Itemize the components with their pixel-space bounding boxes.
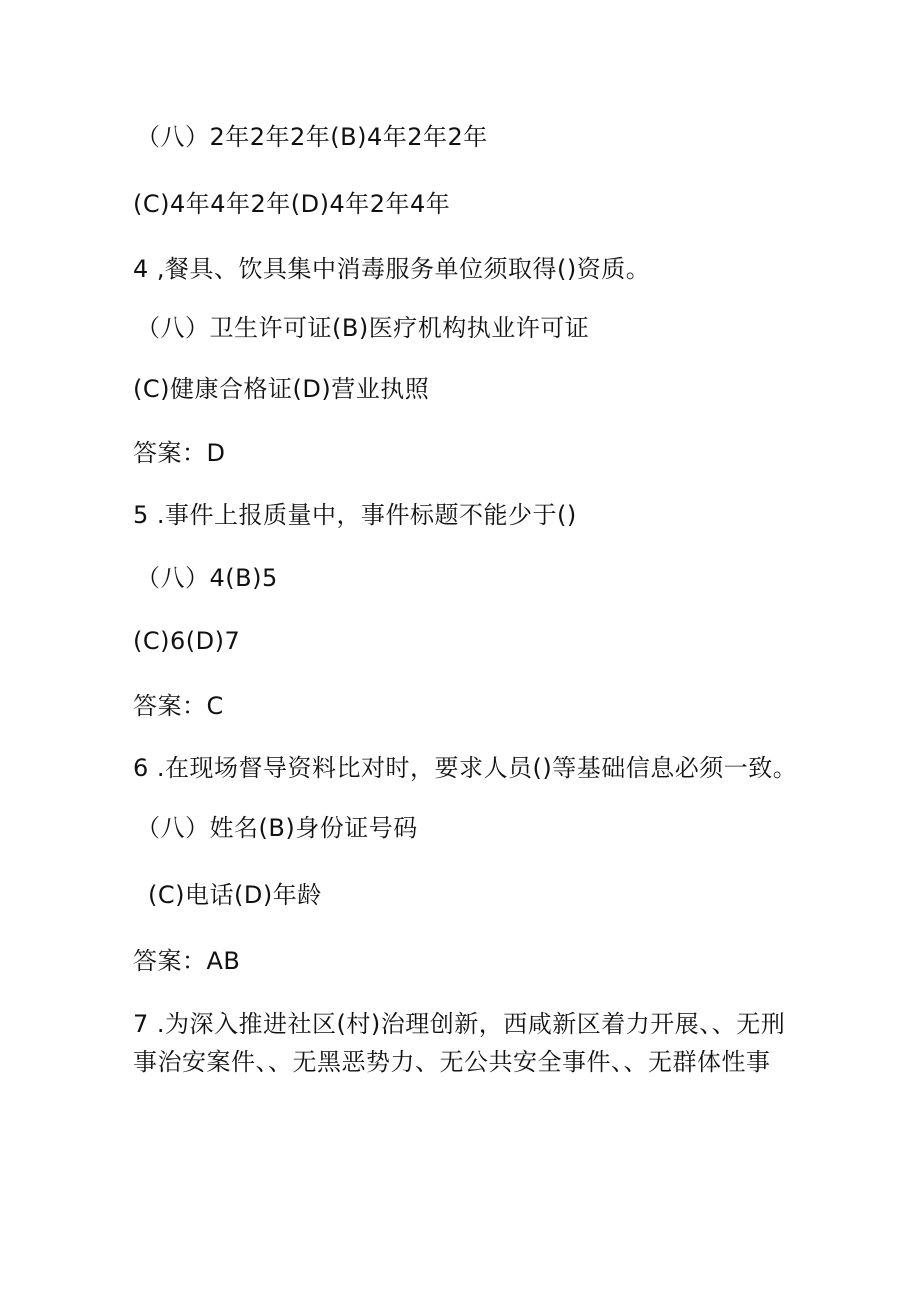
option-line-q4-a-b: （八）卫生许可证(B)医疗机构执业许可证: [136, 314, 590, 342]
question-4: 4 ,餐具、饮具集中消毒服务单位须取得()资质。: [133, 255, 651, 283]
answer-q5: 答案：C: [133, 692, 224, 720]
option-line-q5-a-b: （八）4(B)5: [136, 564, 278, 592]
question-7-line-2: 事治安案件、、无黑恶势力、无公共安全事件、、无群体性事: [133, 1048, 771, 1076]
option-line-q6-a-b: （八）姓名(B)身份证号码: [136, 814, 418, 842]
option-line-q5-c-d: (C)6(D)7: [133, 627, 241, 655]
question-7-line-1: 7 .为深入推进社区(村)治理创新，西咸新区着力开展、、无刑: [133, 1010, 786, 1038]
question-6: 6 .在现场督导资料比对时，要求人员()等基础信息必须一致。: [133, 754, 798, 782]
option-line-q3-a-b: （八）2年2年2年(B)4年2年2年: [136, 123, 488, 151]
option-line-q6-c-d: (C)电话(D)年龄: [148, 881, 322, 909]
answer-q6: 答案：AB: [133, 947, 241, 975]
question-5: 5 .事件上报质量中，事件标题不能少于(): [133, 501, 577, 529]
option-line-q3-c-d: (C)4年4年2年(D)4年2年4年: [133, 190, 451, 218]
option-line-q4-c-d: (C)健康合格证(D)营业执照: [133, 375, 430, 403]
answer-q4: 答案：D: [133, 439, 226, 467]
